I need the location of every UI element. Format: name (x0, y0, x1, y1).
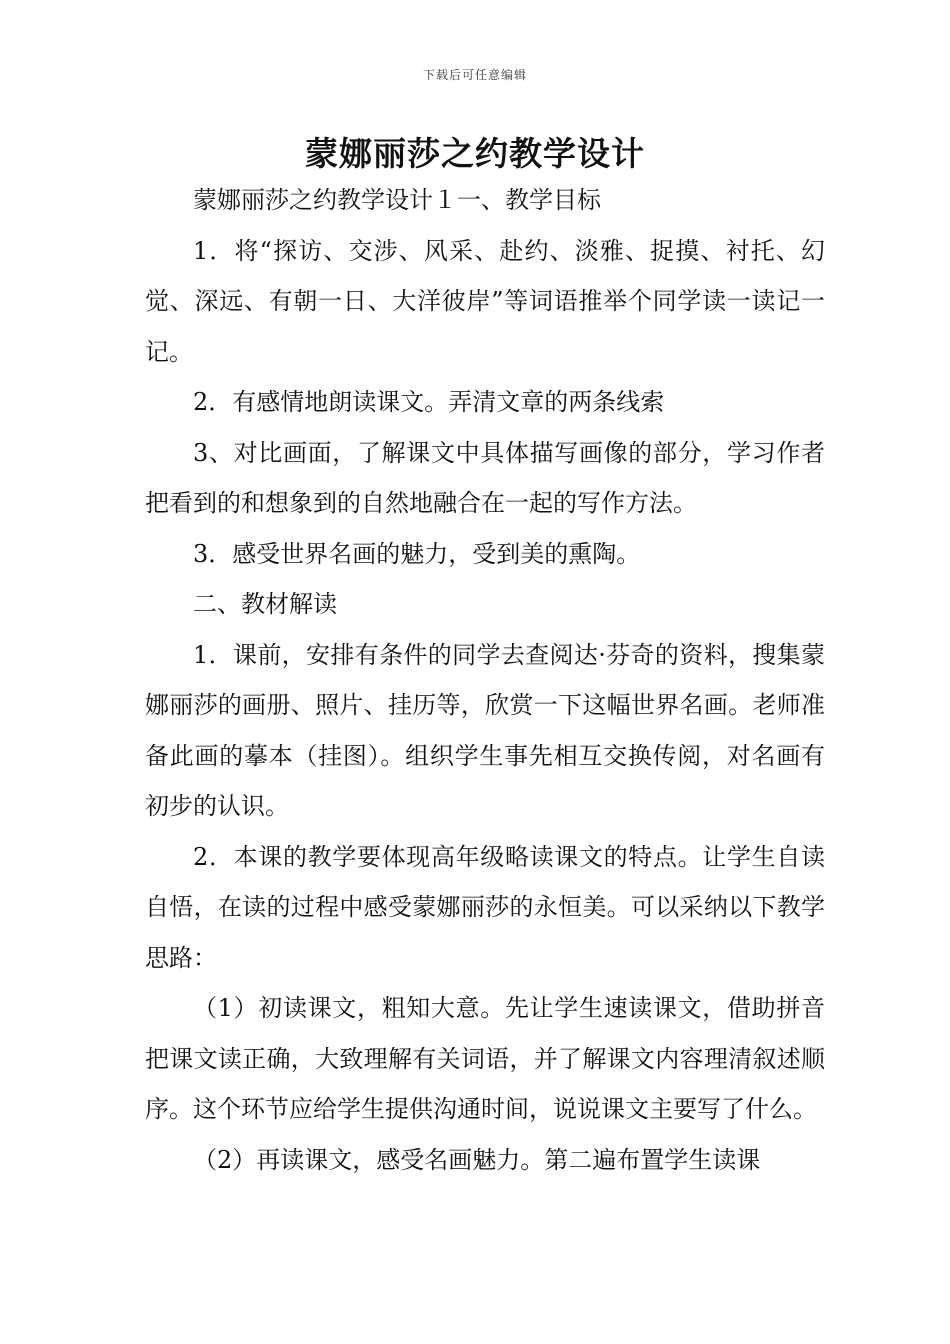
section-heading-2: 二、教材解读 (193, 590, 337, 618)
paragraph-step-2: （2）再读课文，感受名画魅力。第二遍布置学生读课 (193, 1145, 761, 1174)
paragraph-analysis-2: 2．本课的教学要体现高年级略读课文的特点。让学生自读自悟，在读的过程中感受蒙娜丽莎的永恒美。可以采纳以下教学思路： (145, 842, 825, 972)
document-body (145, 175, 825, 1185)
paragraph-objective-1: 1．将“探访、交涉、风采、赴约、淡雅、捉摸、衬托、幻觉、深远、有朝一日、大洋彼岸”等词语推举个同学读一读记一记。 (145, 236, 825, 366)
document-title: 蒙娜丽莎之约教学设计 (305, 134, 645, 173)
header-note: 下载后可任意编辑 (422, 68, 527, 82)
paragraph-objective-3b: 3．感受世界名画的魅力，受到美的熏陶。 (193, 539, 641, 568)
paragraph-analysis-1: 1．课前，安排有条件的同学去查阅达·芬奇的资料，搜集蒙娜丽莎的画册、照片、挂历等，欣赏一下这幅世界名画。老师准备此画的摹本（挂图）。组织学生事先相互交换传阅，对名画有初步的认识。 (145, 640, 825, 820)
paragraph-step-1: （1）初读课文，粗知大意。先让学生速读课文，借助拼音把课文读正确，大致理解有关词语，并了解课文内容理清叙述顺序。这个环节应给学生提供沟通时间，说说课文主要写了什么。 (145, 994, 825, 1123)
paragraph-subtitle: 蒙娜丽莎之约教学设计１一、教学目标 (193, 186, 601, 214)
paragraph-objective-3a: 3、对比画面，了解课文中具体描写画像的部分，学习作者把看到的和想象到的自然地融合在一起的写作方法。 (145, 438, 825, 517)
paragraph-objective-2: 2．有感情地朗读课文。弄清文章的两条线索 (193, 388, 665, 416)
